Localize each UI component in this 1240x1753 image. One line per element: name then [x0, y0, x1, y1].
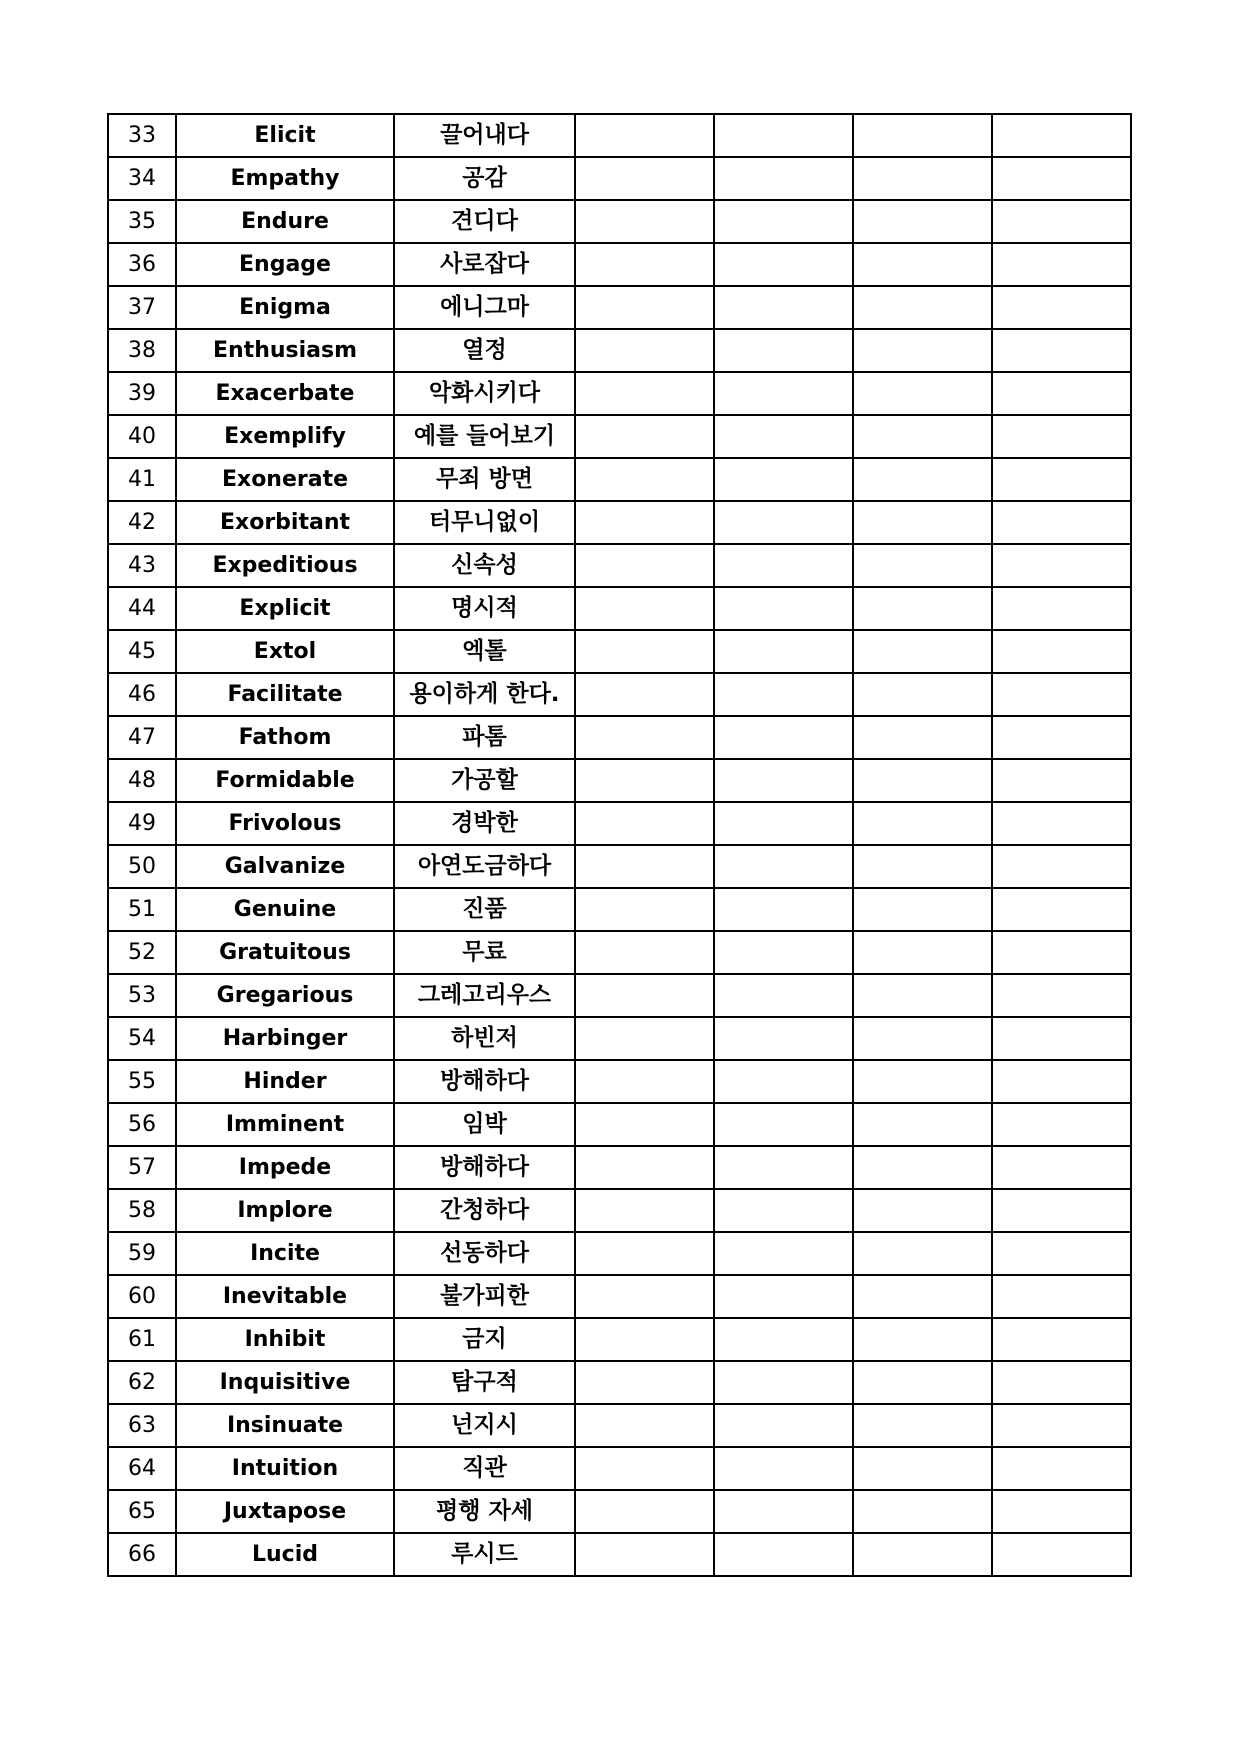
blank-practice-cell — [992, 501, 1131, 544]
english-word: Facilitate — [176, 673, 394, 716]
blank-practice-cell — [992, 1490, 1131, 1533]
blank-practice-cell — [992, 1017, 1131, 1060]
korean-meaning: 직관 — [394, 1447, 575, 1490]
english-word: Enthusiasm — [176, 329, 394, 372]
blank-practice-cell — [575, 1146, 714, 1189]
blank-practice-cell — [714, 458, 853, 501]
english-word: Imminent — [176, 1103, 394, 1146]
row-number: 52 — [108, 931, 176, 974]
blank-practice-cell — [575, 716, 714, 759]
english-word: Juxtapose — [176, 1490, 394, 1533]
row-number: 44 — [108, 587, 176, 630]
blank-practice-cell — [853, 1318, 992, 1361]
table-row — [108, 1017, 1131, 1060]
korean-meaning: 명시적 — [394, 587, 575, 630]
korean-meaning: 그레고리우스 — [394, 974, 575, 1017]
row-number: 64 — [108, 1447, 176, 1490]
row-number: 60 — [108, 1275, 176, 1318]
blank-practice-cell — [575, 501, 714, 544]
blank-practice-cell — [992, 1447, 1131, 1490]
row-number: 48 — [108, 759, 176, 802]
table-row — [108, 372, 1131, 415]
blank-practice-cell — [575, 1103, 714, 1146]
row-number: 57 — [108, 1146, 176, 1189]
blank-practice-cell — [714, 157, 853, 200]
table-row — [108, 974, 1131, 1017]
korean-meaning: 열정 — [394, 329, 575, 372]
english-word: Elicit — [176, 114, 394, 157]
blank-practice-cell — [575, 931, 714, 974]
blank-practice-cell — [714, 501, 853, 544]
blank-practice-cell — [714, 1447, 853, 1490]
korean-meaning: 무료 — [394, 931, 575, 974]
table-row — [108, 931, 1131, 974]
blank-practice-cell — [714, 544, 853, 587]
english-word: Hinder — [176, 1060, 394, 1103]
blank-practice-cell — [853, 200, 992, 243]
blank-practice-cell — [992, 372, 1131, 415]
blank-practice-cell — [992, 845, 1131, 888]
blank-practice-cell — [853, 1146, 992, 1189]
english-word: Exorbitant — [176, 501, 394, 544]
row-number: 35 — [108, 200, 176, 243]
blank-practice-cell — [575, 1060, 714, 1103]
row-number: 36 — [108, 243, 176, 286]
blank-practice-cell — [853, 888, 992, 931]
blank-practice-cell — [575, 372, 714, 415]
korean-meaning: 하빈저 — [394, 1017, 575, 1060]
blank-practice-cell — [714, 1275, 853, 1318]
table-row — [108, 1189, 1131, 1232]
english-word: Fathom — [176, 716, 394, 759]
blank-practice-cell — [714, 1146, 853, 1189]
korean-meaning: 견디다 — [394, 200, 575, 243]
blank-practice-cell — [575, 1318, 714, 1361]
blank-practice-cell — [714, 200, 853, 243]
blank-practice-cell — [992, 286, 1131, 329]
row-number: 66 — [108, 1533, 176, 1576]
blank-practice-cell — [853, 716, 992, 759]
blank-practice-cell — [992, 1146, 1131, 1189]
korean-meaning: 선동하다 — [394, 1232, 575, 1275]
english-word: Empathy — [176, 157, 394, 200]
korean-meaning: 간청하다 — [394, 1189, 575, 1232]
blank-practice-cell — [714, 1404, 853, 1447]
table-row — [108, 587, 1131, 630]
blank-practice-cell — [575, 157, 714, 200]
korean-meaning: 무죄 방면 — [394, 458, 575, 501]
blank-practice-cell — [992, 1232, 1131, 1275]
blank-practice-cell — [575, 759, 714, 802]
row-number: 59 — [108, 1232, 176, 1275]
english-word: Gratuitous — [176, 931, 394, 974]
table-row — [108, 1490, 1131, 1533]
english-word: Formidable — [176, 759, 394, 802]
blank-practice-cell — [714, 372, 853, 415]
blank-practice-cell — [575, 200, 714, 243]
korean-meaning: 방해하다 — [394, 1060, 575, 1103]
blank-practice-cell — [714, 415, 853, 458]
blank-practice-cell — [853, 372, 992, 415]
row-number: 45 — [108, 630, 176, 673]
korean-meaning: 터무니없이 — [394, 501, 575, 544]
blank-practice-cell — [714, 759, 853, 802]
blank-practice-cell — [992, 114, 1131, 157]
korean-meaning: 탐구적 — [394, 1361, 575, 1404]
blank-practice-cell — [714, 1017, 853, 1060]
blank-practice-cell — [853, 1060, 992, 1103]
blank-practice-cell — [992, 329, 1131, 372]
blank-practice-cell — [575, 1533, 714, 1576]
korean-meaning: 끌어내다 — [394, 114, 575, 157]
english-word: Exacerbate — [176, 372, 394, 415]
blank-practice-cell — [714, 1103, 853, 1146]
table-row — [108, 114, 1131, 157]
blank-practice-cell — [575, 1189, 714, 1232]
table-row — [108, 802, 1131, 845]
blank-practice-cell — [575, 1404, 714, 1447]
english-word: Expeditious — [176, 544, 394, 587]
english-word: Incite — [176, 1232, 394, 1275]
blank-practice-cell — [853, 329, 992, 372]
blank-practice-cell — [853, 759, 992, 802]
blank-practice-cell — [853, 587, 992, 630]
blank-practice-cell — [853, 1490, 992, 1533]
blank-practice-cell — [714, 1490, 853, 1533]
english-word: Explicit — [176, 587, 394, 630]
blank-practice-cell — [714, 1060, 853, 1103]
korean-meaning: 신속성 — [394, 544, 575, 587]
korean-meaning: 용이하게 한다. — [394, 673, 575, 716]
blank-practice-cell — [992, 415, 1131, 458]
table-row — [108, 1103, 1131, 1146]
row-number: 50 — [108, 845, 176, 888]
blank-practice-cell — [853, 501, 992, 544]
row-number: 54 — [108, 1017, 176, 1060]
blank-practice-cell — [714, 974, 853, 1017]
english-word: Engage — [176, 243, 394, 286]
row-number: 58 — [108, 1189, 176, 1232]
blank-practice-cell — [714, 243, 853, 286]
blank-practice-cell — [853, 1103, 992, 1146]
row-number: 42 — [108, 501, 176, 544]
english-word: Frivolous — [176, 802, 394, 845]
table-row — [108, 716, 1131, 759]
blank-practice-cell — [992, 673, 1131, 716]
row-number: 41 — [108, 458, 176, 501]
blank-practice-cell — [853, 1533, 992, 1576]
blank-practice-cell — [714, 1189, 853, 1232]
blank-practice-cell — [853, 802, 992, 845]
blank-practice-cell — [714, 329, 853, 372]
english-word: Galvanize — [176, 845, 394, 888]
blank-practice-cell — [853, 974, 992, 1017]
english-word: Extol — [176, 630, 394, 673]
blank-practice-cell — [853, 845, 992, 888]
blank-practice-cell — [575, 544, 714, 587]
english-word: Implore — [176, 1189, 394, 1232]
blank-practice-cell — [992, 716, 1131, 759]
row-number: 43 — [108, 544, 176, 587]
korean-meaning: 에니그마 — [394, 286, 575, 329]
english-word: Gregarious — [176, 974, 394, 1017]
korean-meaning: 임박 — [394, 1103, 575, 1146]
korean-meaning: 불가피한 — [394, 1275, 575, 1318]
blank-practice-cell — [992, 544, 1131, 587]
blank-practice-cell — [575, 888, 714, 931]
korean-meaning: 악화시키다 — [394, 372, 575, 415]
row-number: 53 — [108, 974, 176, 1017]
table-row — [108, 415, 1131, 458]
blank-practice-cell — [853, 458, 992, 501]
blank-practice-cell — [992, 1533, 1131, 1576]
table-row — [108, 1146, 1131, 1189]
korean-meaning: 경박한 — [394, 802, 575, 845]
blank-practice-cell — [853, 114, 992, 157]
blank-practice-cell — [992, 1361, 1131, 1404]
blank-practice-cell — [853, 1189, 992, 1232]
blank-practice-cell — [575, 329, 714, 372]
korean-meaning: 사로잡다 — [394, 243, 575, 286]
blank-practice-cell — [575, 974, 714, 1017]
row-number: 38 — [108, 329, 176, 372]
table-row — [108, 286, 1131, 329]
blank-practice-cell — [992, 974, 1131, 1017]
blank-practice-cell — [992, 931, 1131, 974]
blank-practice-cell — [575, 673, 714, 716]
blank-practice-cell — [714, 286, 853, 329]
blank-practice-cell — [992, 200, 1131, 243]
table-row — [108, 1447, 1131, 1490]
blank-practice-cell — [575, 286, 714, 329]
row-number: 65 — [108, 1490, 176, 1533]
blank-practice-cell — [575, 630, 714, 673]
blank-practice-cell — [575, 1361, 714, 1404]
blank-practice-cell — [714, 716, 853, 759]
table-row — [108, 544, 1131, 587]
blank-practice-cell — [853, 1017, 992, 1060]
blank-practice-cell — [853, 931, 992, 974]
blank-practice-cell — [714, 1533, 853, 1576]
blank-practice-cell — [575, 1447, 714, 1490]
row-number: 40 — [108, 415, 176, 458]
english-word: Intuition — [176, 1447, 394, 1490]
row-number: 51 — [108, 888, 176, 931]
row-number: 34 — [108, 157, 176, 200]
blank-practice-cell — [853, 673, 992, 716]
table-row — [108, 1361, 1131, 1404]
korean-meaning: 방해하다 — [394, 1146, 575, 1189]
blank-practice-cell — [575, 458, 714, 501]
row-number: 37 — [108, 286, 176, 329]
table-row — [108, 1275, 1131, 1318]
blank-practice-cell — [992, 1404, 1131, 1447]
table-row — [108, 759, 1131, 802]
table-row — [108, 888, 1131, 931]
korean-meaning: 엑톨 — [394, 630, 575, 673]
blank-practice-cell — [992, 587, 1131, 630]
english-word: Exemplify — [176, 415, 394, 458]
blank-practice-cell — [853, 157, 992, 200]
korean-meaning: 아연도금하다 — [394, 845, 575, 888]
blank-practice-cell — [575, 802, 714, 845]
english-word: Genuine — [176, 888, 394, 931]
english-word: Lucid — [176, 1533, 394, 1576]
english-word: Inevitable — [176, 1275, 394, 1318]
blank-practice-cell — [575, 1017, 714, 1060]
korean-meaning: 루시드 — [394, 1533, 575, 1576]
blank-practice-cell — [714, 888, 853, 931]
row-number: 56 — [108, 1103, 176, 1146]
table-row — [108, 501, 1131, 544]
blank-practice-cell — [714, 587, 853, 630]
english-word: Enigma — [176, 286, 394, 329]
english-word: Impede — [176, 1146, 394, 1189]
blank-practice-cell — [714, 673, 853, 716]
blank-practice-cell — [853, 1447, 992, 1490]
blank-practice-cell — [992, 630, 1131, 673]
english-word: Inhibit — [176, 1318, 394, 1361]
table-row — [108, 243, 1131, 286]
blank-practice-cell — [992, 1189, 1131, 1232]
english-word: Exonerate — [176, 458, 394, 501]
table-row — [108, 329, 1131, 372]
korean-meaning: 진품 — [394, 888, 575, 931]
table-row — [108, 157, 1131, 200]
blank-practice-cell — [853, 1232, 992, 1275]
blank-practice-cell — [714, 802, 853, 845]
blank-practice-cell — [853, 415, 992, 458]
english-word: Insinuate — [176, 1404, 394, 1447]
korean-meaning: 가공할 — [394, 759, 575, 802]
vocabulary-table-body — [108, 114, 1131, 1576]
blank-practice-cell — [992, 1318, 1131, 1361]
blank-practice-cell — [992, 243, 1131, 286]
table-row — [108, 1533, 1131, 1576]
row-number: 62 — [108, 1361, 176, 1404]
blank-practice-cell — [992, 458, 1131, 501]
row-number: 63 — [108, 1404, 176, 1447]
blank-practice-cell — [575, 587, 714, 630]
table-row — [108, 458, 1131, 501]
blank-practice-cell — [992, 802, 1131, 845]
blank-practice-cell — [853, 544, 992, 587]
blank-practice-cell — [575, 415, 714, 458]
row-number: 39 — [108, 372, 176, 415]
blank-practice-cell — [575, 845, 714, 888]
blank-practice-cell — [853, 1361, 992, 1404]
table-row — [108, 1404, 1131, 1447]
english-word: Inquisitive — [176, 1361, 394, 1404]
korean-meaning: 평행 자세 — [394, 1490, 575, 1533]
blank-practice-cell — [853, 1275, 992, 1318]
row-number: 49 — [108, 802, 176, 845]
table-row — [108, 1060, 1131, 1103]
table-row — [108, 673, 1131, 716]
blank-practice-cell — [992, 759, 1131, 802]
blank-practice-cell — [575, 1232, 714, 1275]
table-row — [108, 845, 1131, 888]
blank-practice-cell — [714, 114, 853, 157]
blank-practice-cell — [992, 1275, 1131, 1318]
blank-practice-cell — [714, 1232, 853, 1275]
english-word: Harbinger — [176, 1017, 394, 1060]
blank-practice-cell — [714, 1361, 853, 1404]
blank-practice-cell — [714, 1318, 853, 1361]
blank-practice-cell — [992, 1103, 1131, 1146]
blank-practice-cell — [853, 630, 992, 673]
korean-meaning: 파톰 — [394, 716, 575, 759]
english-word: Endure — [176, 200, 394, 243]
korean-meaning: 예를 들어보기 — [394, 415, 575, 458]
blank-practice-cell — [714, 630, 853, 673]
row-number: 55 — [108, 1060, 176, 1103]
row-number: 47 — [108, 716, 176, 759]
blank-practice-cell — [992, 157, 1131, 200]
blank-practice-cell — [714, 845, 853, 888]
row-number: 61 — [108, 1318, 176, 1361]
blank-practice-cell — [853, 1404, 992, 1447]
korean-meaning: 넌지시 — [394, 1404, 575, 1447]
vocabulary-table — [107, 113, 1132, 1577]
blank-practice-cell — [853, 286, 992, 329]
blank-practice-cell — [992, 1060, 1131, 1103]
table-row — [108, 1232, 1131, 1275]
korean-meaning: 공감 — [394, 157, 575, 200]
table-row — [108, 630, 1131, 673]
row-number: 33 — [108, 114, 176, 157]
blank-practice-cell — [853, 243, 992, 286]
blank-practice-cell — [992, 888, 1131, 931]
blank-practice-cell — [575, 1275, 714, 1318]
korean-meaning: 금지 — [394, 1318, 575, 1361]
table-row — [108, 200, 1131, 243]
blank-practice-cell — [575, 114, 714, 157]
row-number: 46 — [108, 673, 176, 716]
blank-practice-cell — [714, 931, 853, 974]
blank-practice-cell — [575, 1490, 714, 1533]
blank-practice-cell — [575, 243, 714, 286]
table-row — [108, 1318, 1131, 1361]
